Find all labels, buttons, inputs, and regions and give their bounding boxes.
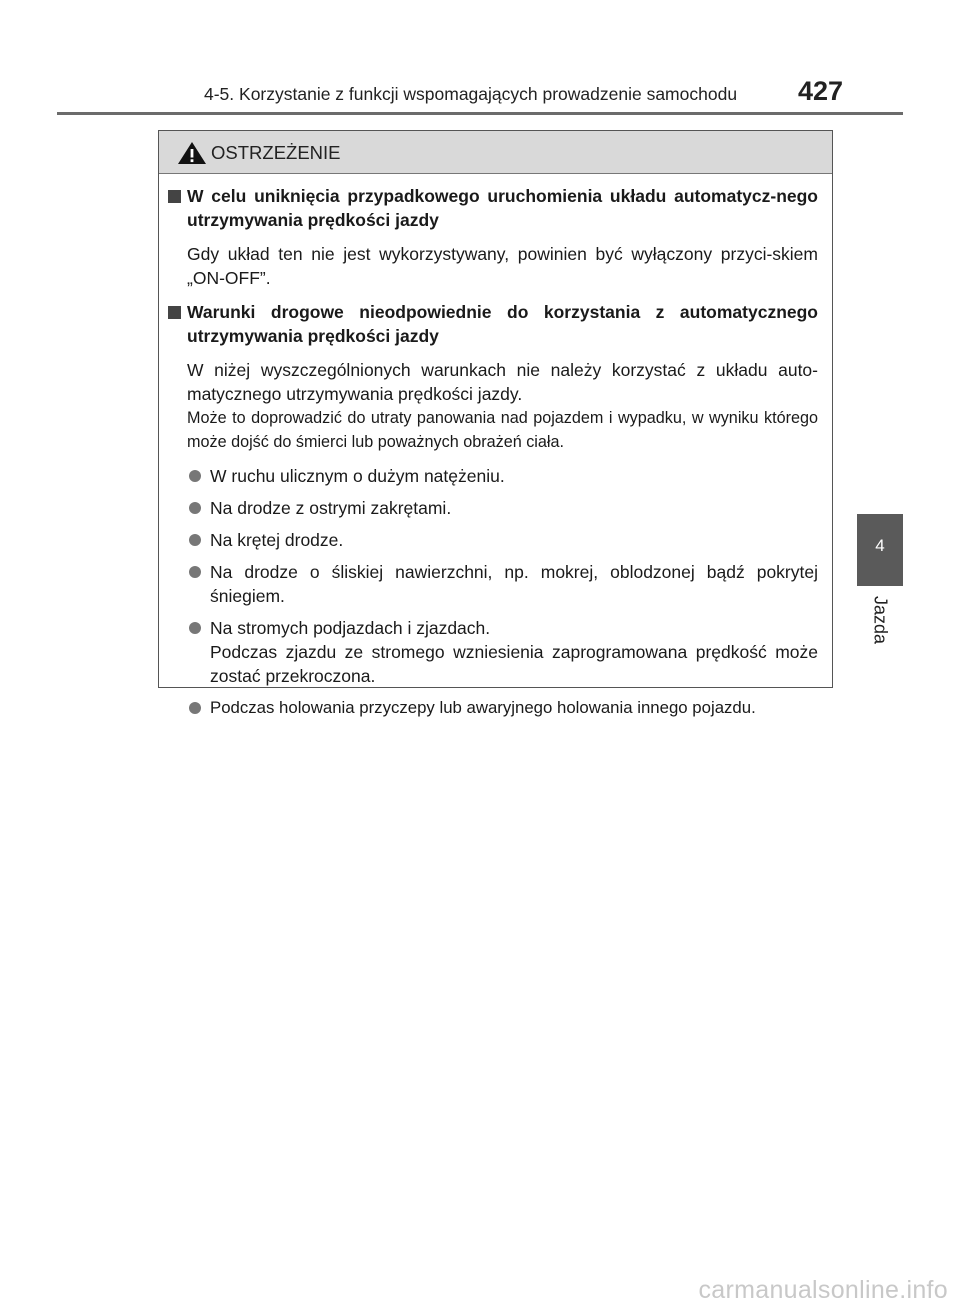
list-item-text: Na drodze o śliskiej nawierzchni, np. mokrej, oblodzonej bądź pokrytej śniegiem. bbox=[210, 562, 818, 606]
section-title: 4-5. Korzystanie z funkcji wspomagających prowadzenie samochodu bbox=[204, 84, 738, 104]
list-item-note: Podczas zjazdu ze stromego wzniesienia zaprogramowana prędkość może zostać przekroczona. bbox=[210, 642, 818, 686]
warning-title: OSTRZEŻENIE bbox=[211, 142, 341, 163]
warning-section-heading bbox=[168, 300, 818, 348]
section-heading-text: Warunki drogowe nieodpowiednie do korzystania z automatycznego utrzymywania prędkości jazdy bbox=[187, 302, 818, 346]
list-item-text bbox=[210, 616, 818, 688]
chapter-label: Jazda bbox=[870, 595, 891, 645]
square-bullet-icon bbox=[168, 306, 181, 319]
warning-section-heading bbox=[168, 184, 818, 232]
chapter-label-container bbox=[857, 590, 903, 650]
circle-bullet-icon bbox=[189, 702, 201, 714]
page-number: 427 bbox=[798, 76, 844, 106]
section-heading-text: W celu uniknięcia przypadkowego uruchomienia układu automatycz-nego utrzymywania prędkości jazdy bbox=[187, 186, 818, 230]
paragraph: Może to doprowadzić do utraty panowania nad pojazdem i wypadku, w wyniku którego może dojść do śmierci lub poważnych obrażeń ciała. bbox=[187, 409, 818, 451]
list-item bbox=[187, 528, 818, 552]
list-item bbox=[187, 616, 818, 688]
list-item bbox=[187, 496, 818, 520]
circle-bullet-icon bbox=[189, 566, 201, 578]
list-item bbox=[187, 464, 818, 488]
list-item-text: Na krętej drodze. bbox=[210, 530, 344, 550]
circle-bullet-icon bbox=[189, 622, 201, 634]
list-item-main: Na stromych podjazdach i zjazdach. bbox=[210, 618, 491, 638]
list-item-text: Na drodze z ostrymi zakrętami. bbox=[210, 498, 452, 518]
warning-box bbox=[158, 130, 833, 717]
chapter-number: 4 bbox=[875, 536, 885, 555]
circle-bullet-icon bbox=[189, 470, 201, 482]
paragraph: Gdy układ ten nie jest wykorzystywany, powinien być wyłączony przyci-skiem „ON-OFF”. bbox=[187, 244, 818, 288]
paragraph: W niżej wyszczególnionych warunkach nie należy korzystać z układu auto-matycznego utrzymywania prędkości jazdy. bbox=[187, 360, 818, 404]
header-divider bbox=[57, 112, 903, 115]
list-item bbox=[187, 696, 818, 720]
warning-body bbox=[159, 174, 832, 720]
watermark-text: carmanualsonline.info bbox=[698, 1276, 948, 1304]
list-item-text: Podczas holowania przyczepy lub awaryjnego holowania innego pojazdu. bbox=[210, 698, 756, 717]
warning-header bbox=[159, 131, 832, 174]
circle-bullet-icon bbox=[189, 534, 201, 546]
list-item bbox=[187, 560, 818, 608]
square-bullet-icon bbox=[168, 190, 181, 203]
warning-triangle-icon bbox=[177, 141, 207, 165]
chapter-tab[interactable] bbox=[857, 514, 903, 586]
list-item-text: W ruchu ulicznym o dużym natężeniu. bbox=[210, 466, 505, 486]
circle-bullet-icon bbox=[189, 502, 201, 514]
